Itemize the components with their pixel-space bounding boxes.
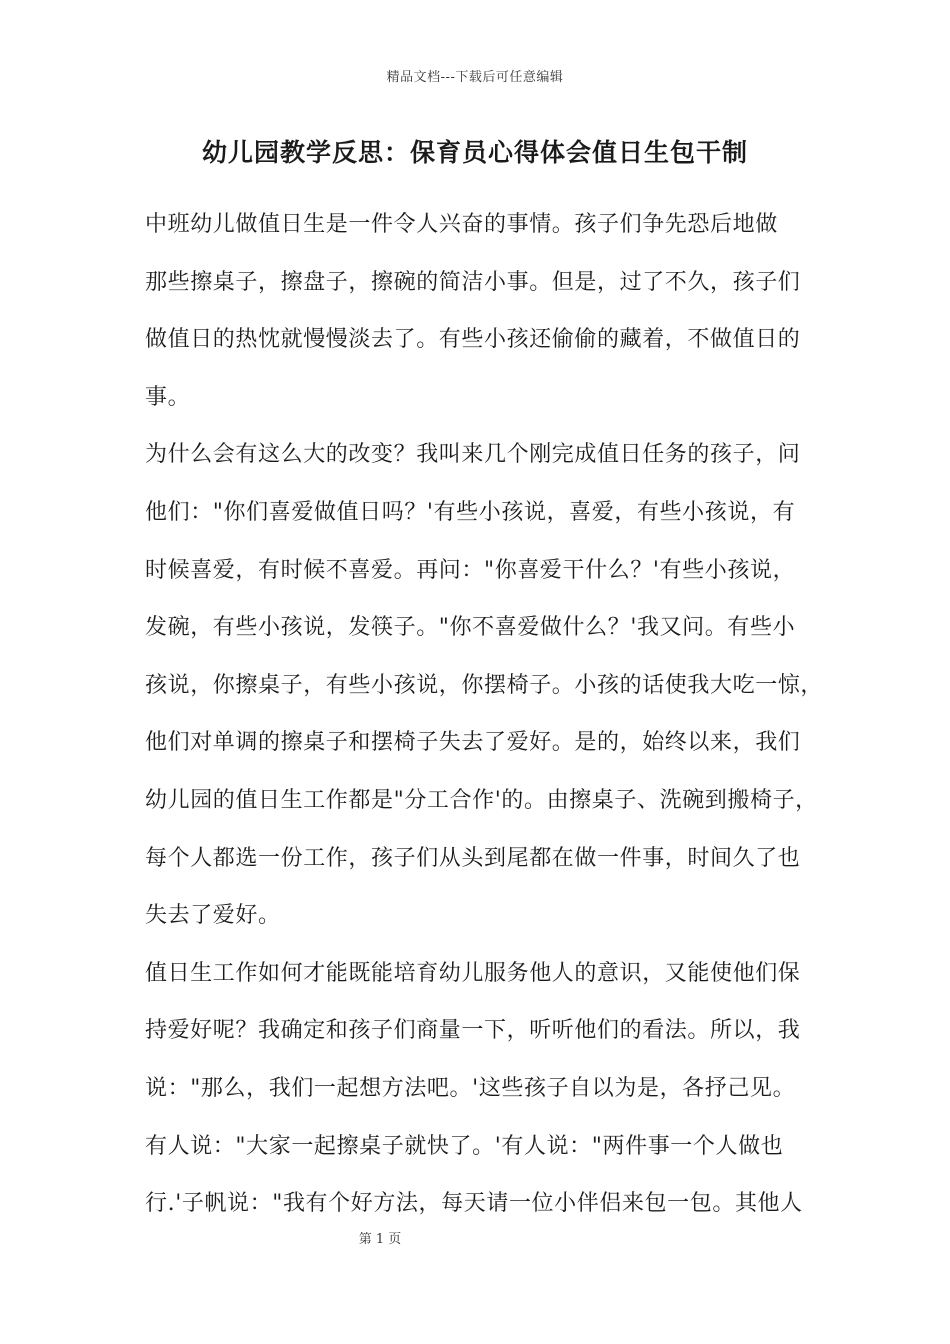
body-line: 发碗，有些小孩说，发筷子。"你不喜爱做什么？'我又问。有些小 [145, 615, 796, 641]
body-line: 时候喜爱，有时候不喜爱。再问："你喜爱干什么？'有些小孩说， [145, 557, 796, 583]
page-number: 第 1 页 [358, 1232, 402, 1247]
body-line: 有人说："大家一起擦桌子就快了。'有人说："两件事一个人做也 [145, 1133, 784, 1159]
body-line: 值日生工作如何才能既能培育幼儿服务他人的意识，又能使他们保 [145, 960, 801, 986]
body-line: 那些擦桌子，擦盘子，擦碗的简洁小事。但是，过了不久，孩子们 [145, 269, 801, 295]
body-line: 说："那么，我们一起想方法吧。'这些孩子自以为是，各抒己见。 [145, 1075, 796, 1101]
body-line: 事。 [145, 384, 191, 410]
body-line: 他们对单调的擦桌子和摆椅子失去了爱好。是的，始终以来，我们 [145, 730, 801, 756]
body-line: 为什么会有这么大的改变？我叫来几个刚完成值日任务的孩子，问 [145, 442, 801, 468]
document-title: 幼儿园教学反思：保育员心得体会值日生包干制 [201, 138, 748, 167]
body-line: 行.'子帆说："我有个好方法，每天请一位小伴侣来包一包。其他人 [145, 1191, 803, 1217]
document-body [145, 196, 825, 1233]
page-header: 精品文档---下载后可任意编辑 [386, 70, 564, 85]
body-line: 幼儿园的值日生工作都是"分工合作'的。由擦桌子、洗碗到搬椅子， [145, 787, 818, 813]
body-line: 持爱好呢？我确定和孩子们商量一下，听听他们的看法。所以，我 [145, 1018, 801, 1044]
body-line: 做值日的热忱就慢慢淡去了。有些小孩还偷偷的藏着，不做值日的 [145, 327, 801, 353]
body-line: 中班幼儿做值日生是一件令人兴奋的事情。孩子们争先恐后地做 [145, 212, 778, 237]
body-line: 失去了爱好。 [145, 903, 281, 929]
body-line: 他们："你们喜爱做值日吗？'有些小孩说，喜爱，有些小孩说，有 [145, 499, 796, 525]
body-line: 每个人都选一份工作，孩子们从头到尾都在做一件事，时间久了也 [145, 845, 801, 871]
body-line: 孩说，你擦桌子，有些小孩说，你摆椅子。小孩的话使我大吃一惊， [145, 672, 824, 698]
